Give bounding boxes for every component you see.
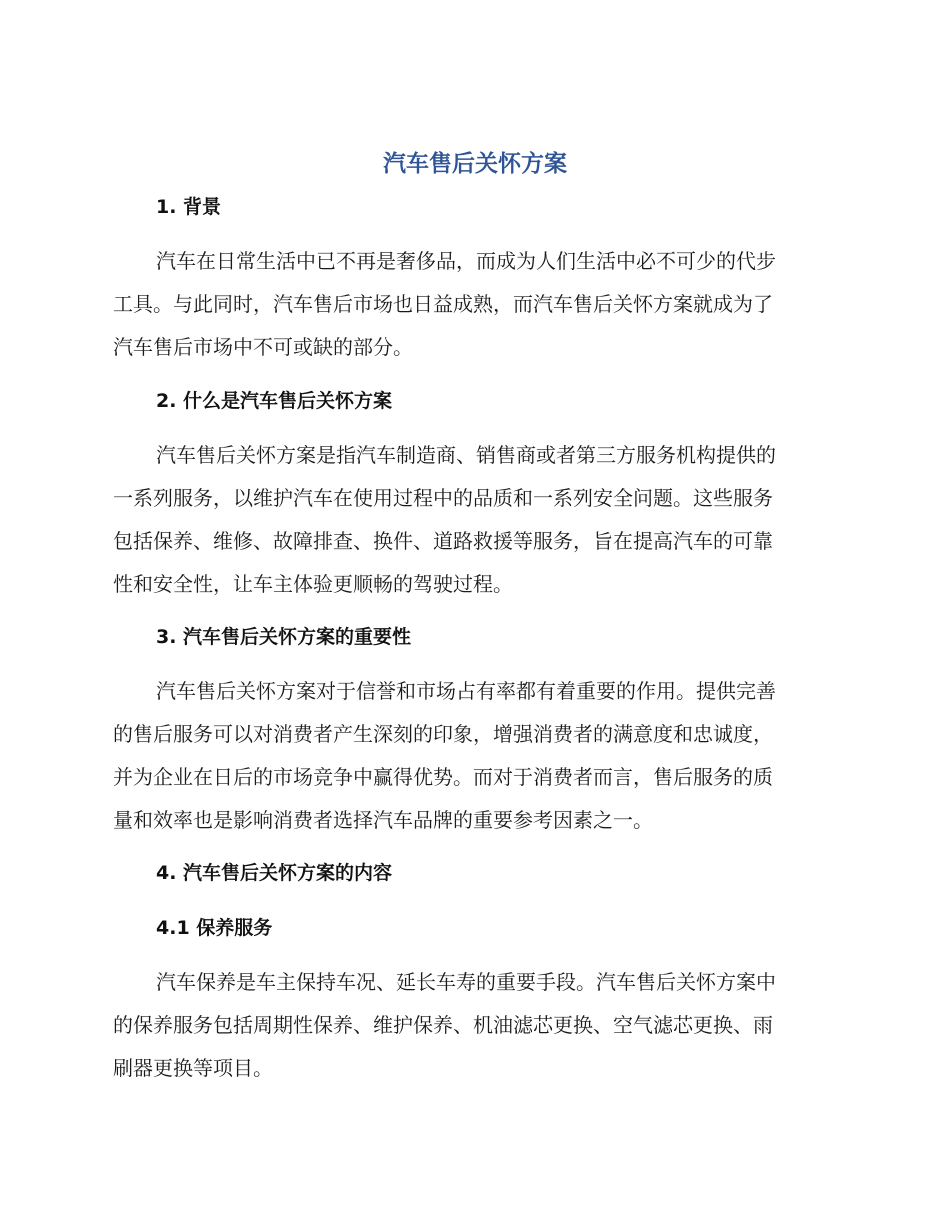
paragraph-line: 汽车售后关怀方案对于信誉和市场占有率都有着重要的作用。提供完善 [156, 679, 776, 703]
section-heading-content: 4. 汽车售后关怀方案的内容 [156, 862, 393, 884]
paragraph-line: 汽车售后关怀方案是指汽车制造商、销售商或者第三方服务机构提供的 [156, 443, 776, 467]
section-heading-background: 1. 背景 [156, 196, 222, 218]
paragraph-line: 一系列服务，以维护汽车在使用过程中的品质和一系列安全问题。这些服务 [113, 486, 773, 510]
document-title: 汽车售后关怀方案 [383, 151, 567, 177]
subsection-paragraph-maintenance [113, 961, 833, 1090]
paragraph-line: 汽车售后市场中不可或缺的部分。 [113, 335, 413, 359]
section-paragraph-background [113, 240, 833, 369]
section-heading-importance: 3. 汽车售后关怀方案的重要性 [156, 626, 412, 648]
paragraph-line: 性和安全性，让车主体验更顺畅的驾驶过程。 [113, 572, 513, 596]
paragraph-line: 量和效率也是影响消费者选择汽车品牌的重要参考因素之一。 [113, 808, 653, 832]
paragraph-line: 包括保养、维修、故障排查、换件、道路救援等服务，旨在提高汽车的可靠 [113, 529, 773, 553]
section-heading-definition: 2. 什么是汽车售后关怀方案 [156, 390, 393, 412]
paragraph-line: 汽车在日常生活中已不再是奢侈品，而成为人们生活中必不可少的代步 [156, 249, 776, 273]
section-paragraph-importance [113, 670, 833, 842]
paragraph-line: 的保养服务包括周期性保养、维护保养、机油滤芯更换、空气滤芯更换、雨 [113, 1013, 773, 1037]
paragraph-line: 汽车保养是车主保持车况、延长车寿的重要手段。汽车售后关怀方案中 [156, 970, 776, 994]
paragraph-line: 刷器更换等项目。 [113, 1056, 273, 1080]
section-paragraph-definition [113, 434, 833, 606]
paragraph-line: 的售后服务可以对消费者产生深刻的印象，增强消费者的满意度和忠诚度， [113, 722, 773, 746]
subsection-heading-maintenance: 4.1 保养服务 [156, 917, 273, 939]
paragraph-line: 工具。与此同时，汽车售后市场也日益成熟，而汽车售后关怀方案就成为了 [113, 292, 773, 316]
paragraph-line: 并为企业在日后的市场竞争中赢得优势。而对于消费者而言，售后服务的质 [113, 765, 773, 789]
